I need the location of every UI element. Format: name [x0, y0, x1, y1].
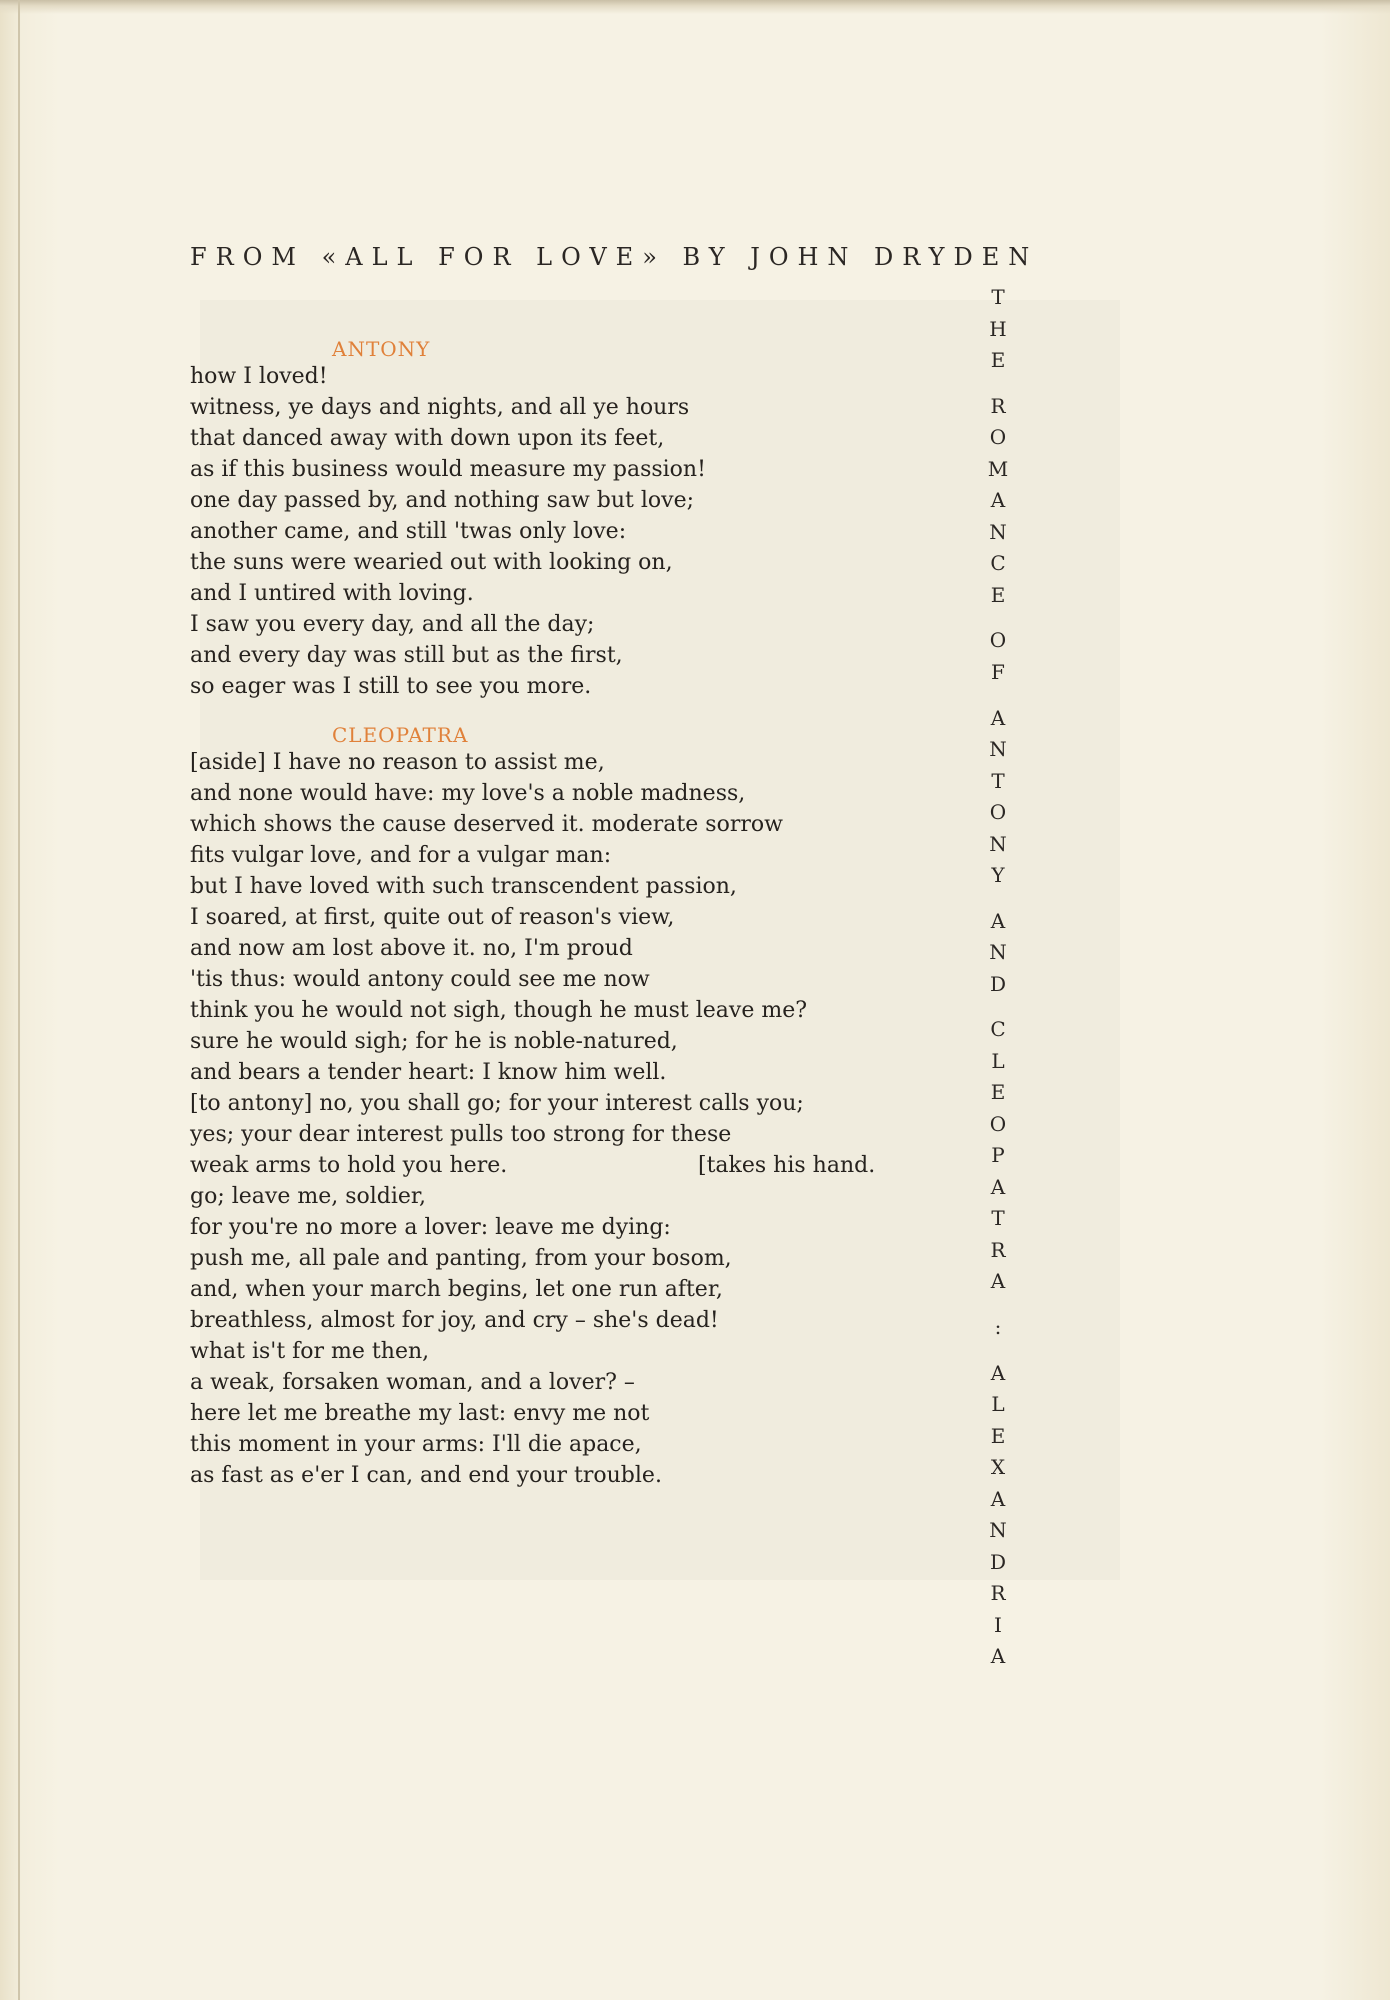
side-title-letter: A	[990, 1644, 1006, 1669]
side-title-letter: O	[989, 800, 1007, 825]
side-title-letter: C	[990, 1017, 1006, 1042]
side-title-letter	[995, 1000, 1001, 1014]
side-title-letter: A	[990, 908, 1006, 933]
verse-line: so eager was I still to see you more.	[190, 674, 592, 699]
verse-line: I saw you every day, and all the day;	[190, 612, 595, 637]
side-title-letter: P	[991, 1143, 1005, 1168]
side-title-letter: A	[990, 1360, 1006, 1385]
verse-line: witness, ye days and nights, and all ye hours	[190, 395, 690, 420]
verse-line: which shows the cause deserved it. moderate sorrow	[190, 812, 783, 837]
verse-line: the suns were wearied out with looking on,	[190, 550, 673, 575]
side-title-letter: A	[990, 1486, 1006, 1511]
side-title-letter: C	[990, 551, 1006, 576]
verse-line: I soared, at first, quite out of reason's view,	[190, 905, 675, 930]
verse-line: here let me breathe my last: envy me not	[190, 1401, 650, 1426]
side-title-letter: E	[990, 582, 1006, 607]
verse-body	[190, 330, 970, 1491]
verse-line: as if this business would measure my passion!	[190, 457, 706, 482]
verse-line: sure he would sigh; for he is noble-natured,	[190, 1029, 678, 1054]
side-title-letter: :	[994, 1315, 1002, 1340]
cleopatra-lines	[190, 747, 970, 1491]
verse-line: this moment in your arms: I'll die apace,	[190, 1432, 642, 1457]
verse-line: that danced away with down upon its feet,	[190, 426, 665, 451]
verse-line: and, when your march begins, let one run after,	[190, 1277, 723, 1302]
side-title-letter: D	[989, 1549, 1007, 1574]
verse-line: push me, all pale and panting, from your bosom,	[190, 1246, 732, 1271]
verse-line: [to antony] no, you shall go; for your interest calls you;	[190, 1091, 804, 1116]
side-title-letter: A	[990, 488, 1006, 513]
verse-line: and every day was still but as the first,	[190, 643, 623, 668]
side-title-letter: E	[990, 1423, 1006, 1448]
side-title-letter	[995, 1298, 1001, 1312]
verse-line: how I loved!	[190, 364, 328, 389]
side-title-letter: A	[990, 1269, 1006, 1294]
side-title-letter	[995, 377, 1001, 391]
verse-line: go; leave me, soldier,	[190, 1184, 427, 1209]
verse-line: weak arms to hold you here.	[190, 1153, 508, 1178]
side-title-letter: E	[990, 1080, 1006, 1105]
side-title-letter: I	[994, 1612, 1002, 1637]
antony-lines	[190, 361, 970, 702]
side-title-letter: R	[990, 1237, 1006, 1262]
side-title-letter: A	[990, 1174, 1006, 1199]
side-title-letter: N	[989, 831, 1007, 856]
side-title-letter: N	[989, 1518, 1007, 1543]
verse-line: and none would have: my love's a noble madness,	[190, 781, 746, 806]
side-title-letter: L	[991, 1392, 1005, 1417]
verse-line: [aside] I have no reason to assist me,	[190, 750, 605, 775]
verse-line: but I have loved with such transcendent passion,	[190, 874, 737, 899]
verse-line: breathless, almost for joy, and cry – she's dead!	[190, 1308, 719, 1333]
verse-line: and I untired with loving.	[190, 581, 474, 606]
side-title-letter: N	[989, 519, 1007, 544]
side-title-letter: D	[989, 971, 1007, 996]
verse-line: as fast as e'er I can, and end your trouble.	[190, 1463, 662, 1488]
side-title-letter: A	[990, 705, 1006, 730]
page-heading: FROM «ALL FOR LOVE» BY JOHN DRYDEN	[190, 243, 1039, 271]
side-title-letter: L	[991, 1048, 1005, 1073]
side-title-letter: M	[987, 456, 1009, 481]
verse-line: and now am lost above it. no, I'm proud	[190, 936, 633, 961]
side-title-letter: O	[989, 425, 1007, 450]
verse-line: and bears a tender heart: I know him well.	[190, 1060, 667, 1085]
speaker-cleopatra: CLEOPATRA	[332, 723, 469, 747]
side-title-letter: R	[990, 393, 1006, 418]
verse-line: another came, and still 'twas only love:	[190, 519, 627, 544]
side-title-letter	[995, 611, 1001, 625]
verse-line: fits vulgar love, and for a vulgar man:	[190, 843, 612, 868]
side-title-letter: Y	[991, 863, 1005, 888]
side-title-letter	[995, 892, 1001, 906]
verse-line: what is't for me then,	[190, 1339, 430, 1364]
side-title-letter	[995, 688, 1001, 702]
side-title-letter	[995, 1344, 1001, 1358]
side-title-letter: N	[989, 940, 1007, 965]
verse-line: yes; your dear interest pulls too strong for these	[190, 1122, 732, 1147]
side-title-letter: N	[989, 737, 1007, 762]
verse-line: one day passed by, and nothing saw but love;	[190, 488, 695, 513]
side-title-letter: O	[989, 628, 1007, 653]
side-title-letter: X	[990, 1455, 1006, 1480]
verse-line: 'tis thus: would antony could see me now	[190, 967, 650, 992]
verse-line: a weak, forsaken woman, and a lover? –	[190, 1370, 635, 1395]
verse-line: think you he would not sigh, though he must leave me?	[190, 998, 808, 1023]
side-title-letter: H	[989, 316, 1007, 341]
side-title-letter: O	[989, 1111, 1007, 1136]
verse-line: for you're no more a lover: leave me dying:	[190, 1215, 671, 1240]
speaker-antony: ANTONY	[332, 337, 431, 361]
side-title-letter: T	[991, 285, 1005, 309]
side-title-letter: T	[991, 768, 1005, 793]
page-top-edge	[0, 0, 1390, 14]
vertical-side-title	[986, 282, 1010, 1673]
side-title-letter: T	[991, 1206, 1005, 1231]
side-title-letter: R	[990, 1581, 1006, 1606]
side-title-letter: E	[990, 348, 1006, 372]
verse-line-with-stage-direction	[190, 1150, 970, 1181]
stage-direction: [takes his hand.	[698, 1153, 876, 1178]
side-title-letter: F	[991, 659, 1005, 684]
binding-edge	[18, 0, 20, 2000]
